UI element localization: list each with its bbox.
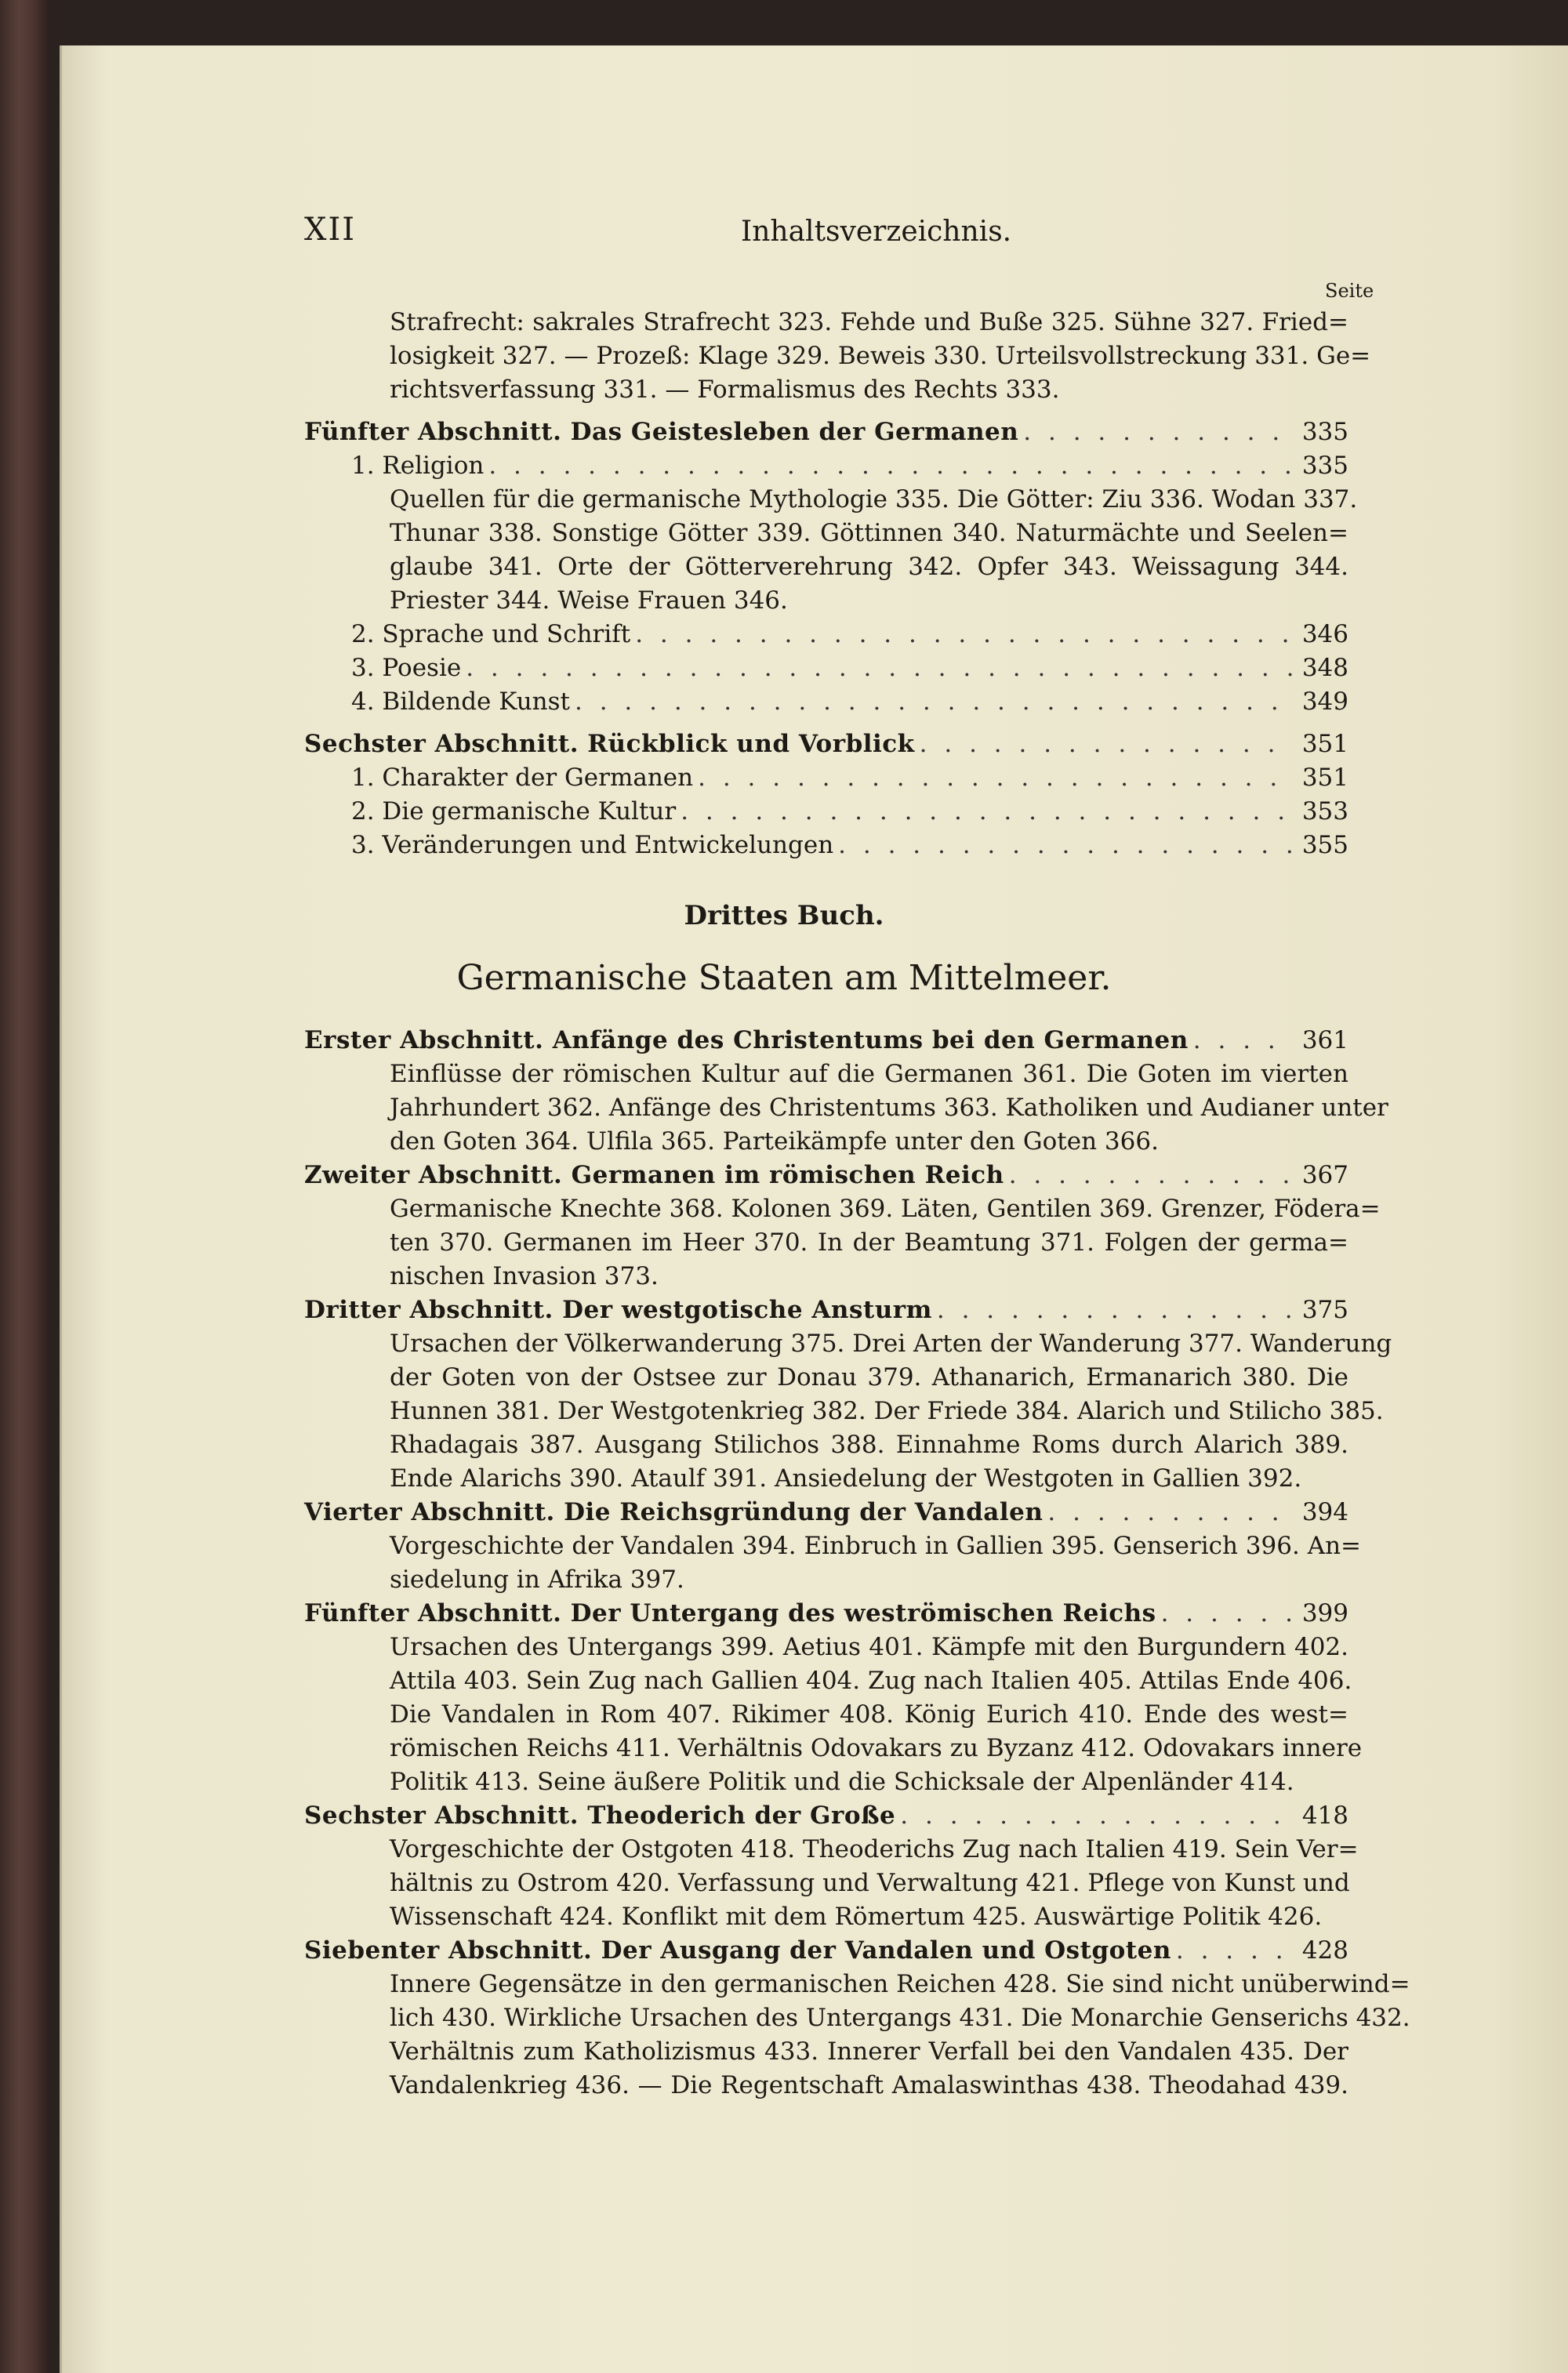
entry-description: Verhältnis zum Katholizismus 433. Innerer Verfall bei den Vandalen 435. Der xyxy=(390,2037,1348,2066)
dot-leader xyxy=(630,618,1294,651)
dot-leader xyxy=(1189,1024,1294,1057)
entry-description: Vorgeschichte der Ostgoten 418. Theoderichs Zug nach Italien 419. Sein Ver= xyxy=(390,1835,1359,1863)
dot-leader xyxy=(895,1799,1294,1832)
toc-entry-section[interactable] xyxy=(304,1496,1348,1529)
entry-description: hältnis zu Ostrom 420. Verfassung und Verwaltung 421. Pflege von Kunst und xyxy=(390,1869,1350,1897)
entry-description: Ende Alarichs 390. Ataulf 391. Ansiedelung der Westgoten in Gallien 392. xyxy=(390,1464,1302,1493)
book-title: Germanische Staaten am Mittelmeer. xyxy=(456,958,1112,998)
entry-description: Politik 413. Seine äußere Politik und die Schicksale der Alpenländer 414. xyxy=(390,1768,1294,1796)
entry-description: siedelung in Afrika 397. xyxy=(390,1566,684,1594)
page-number: 348 xyxy=(1301,654,1348,682)
toc-entry-subsection[interactable] xyxy=(351,795,1348,828)
dot-leader xyxy=(1018,415,1294,448)
seite-label: Seite xyxy=(1325,280,1374,302)
running-title: Inhaltsverzeichnis. xyxy=(741,216,1012,248)
entry-description: glaube 341. Orte der Götterverehrung 342. Opfer 343. Weissagung 344. xyxy=(390,553,1348,581)
dot-leader xyxy=(915,728,1294,760)
dot-leader xyxy=(461,651,1294,684)
page-number: 346 xyxy=(1301,620,1348,648)
entry-description: römischen Reichs 411. Verhältnis Odovakars zu Byzanz 412. Odovakars innere xyxy=(390,1734,1363,1762)
continuation-line: losigkeit 327. — Prozeß: Klage 329. Beweis 330. Urteilsvollstreckung 331. Ge= xyxy=(390,342,1371,370)
toc-entry-subsection[interactable] xyxy=(351,829,1348,862)
page-number: 353 xyxy=(1301,797,1348,825)
entry-description: ten 370. Germanen im Heer 370. In der Beamtung 371. Folgen der germa= xyxy=(390,1228,1348,1257)
page-number: 367 xyxy=(1301,1161,1348,1189)
subsection-title: 1. Charakter der Germanen xyxy=(351,764,694,792)
section-title: Vierter Abschnitt. Die Reichsgründung der Vandalen xyxy=(304,1498,1044,1526)
page-number: 335 xyxy=(1301,418,1348,446)
subsection-title: 2. Die germanische Kultur xyxy=(351,797,677,825)
subsection-title: 3. Poesie xyxy=(351,654,462,682)
entry-description: Wissenschaft 424. Konflikt mit dem Römertum 425. Auswärtige Politik 426. xyxy=(390,1903,1323,1931)
entry-description: Germanische Knechte 368. Kolonen 369. Läten, Gentilen 369. Grenzer, Födera= xyxy=(390,1195,1381,1223)
section-title: Fünfter Abschnitt. Das Geistesleben der Germanen xyxy=(304,418,1019,446)
section-title: Erster Abschnitt. Anfänge des Christentums bei den Germanen xyxy=(304,1026,1189,1054)
entry-description: Rhadagais 387. Ausgang Stilichos 388. Einnahme Roms durch Alarich 389. xyxy=(390,1431,1348,1459)
dot-leader xyxy=(1156,1597,1294,1630)
section-title: Siebenter Abschnitt. Der Ausgang der Vandalen und Ostgoten xyxy=(304,1936,1171,1965)
page-number: 351 xyxy=(1301,764,1348,792)
entry-description: Einflüsse der römischen Kultur auf die Germanen 361. Die Goten im vierten xyxy=(390,1060,1348,1088)
page-number: 375 xyxy=(1301,1296,1348,1324)
entry-description: Priester 344. Weise Frauen 346. xyxy=(390,586,788,615)
page-number: 355 xyxy=(1301,831,1348,859)
entry-description: Die Vandalen in Rom 407. Rikimer 408. König Eurich 410. Ende des west= xyxy=(390,1700,1348,1729)
dot-leader xyxy=(1043,1496,1294,1529)
page-number: 349 xyxy=(1301,688,1348,716)
book-label: Drittes Buch. xyxy=(684,900,884,931)
dot-leader xyxy=(693,761,1294,794)
entry-description: nischen Invasion 373. xyxy=(390,1262,659,1290)
toc-entry-subsection[interactable] xyxy=(351,761,1348,794)
toc-entry-subsection[interactable] xyxy=(351,685,1348,718)
entry-description: Vorgeschichte der Vandalen 394. Einbruch in Gallien 395. Genserich 396. An= xyxy=(390,1532,1362,1560)
toc-entry-section[interactable] xyxy=(304,1159,1348,1192)
toc-entry-subsection[interactable] xyxy=(351,651,1348,684)
dot-leader xyxy=(570,685,1294,718)
entry-description: der Goten von der Ostsee zur Donau 379. Athanarich, Ermanarich 380. Die xyxy=(390,1363,1348,1392)
subsection-title: 1. Religion xyxy=(351,452,485,480)
toc-entry-subsection[interactable] xyxy=(351,449,1348,482)
dot-leader xyxy=(1004,1159,1294,1192)
entry-description: Ursachen der Völkerwanderung 375. Drei Arten der Wanderung 377. Wanderung xyxy=(390,1330,1392,1358)
entry-description: Hunnen 381. Der Westgotenkrieg 382. Der Friede 384. Alarich und Stilicho 385. xyxy=(390,1397,1384,1425)
entry-description: lich 430. Wirkliche Ursachen des Untergangs 431. Die Monarchie Genserichs 432. xyxy=(390,2004,1410,2032)
section-title: Dritter Abschnitt. Der westgotische Ansturm xyxy=(304,1296,932,1324)
entry-description: Ursachen des Untergangs 399. Aetius 401. Kämpfe mit den Burgundern 402. xyxy=(390,1633,1348,1661)
toc-entry-section[interactable] xyxy=(304,1934,1348,1967)
section-title: Sechster Abschnitt. Rückblick und Vorblick xyxy=(304,730,915,758)
dot-leader xyxy=(676,795,1294,828)
dot-leader xyxy=(833,829,1294,862)
dot-leader xyxy=(1171,1934,1294,1967)
toc-entry-section[interactable] xyxy=(304,415,1348,448)
toc-entry-section[interactable] xyxy=(304,1294,1348,1326)
entry-description: Quellen für die germanische Mythologie 335. Die Götter: Ziu 336. Wodan 337. xyxy=(390,485,1358,513)
page-number: 394 xyxy=(1301,1498,1348,1526)
page-number: 361 xyxy=(1301,1026,1348,1054)
dot-leader xyxy=(932,1294,1294,1326)
page-number: 399 xyxy=(1301,1599,1348,1627)
page-number: 428 xyxy=(1301,1936,1348,1965)
entry-description: Attila 403. Sein Zug nach Gallien 404. Zug nach Italien 405. Attilas Ende 406. xyxy=(390,1667,1352,1695)
subsection-title: 2. Sprache und Schrift xyxy=(351,620,631,648)
entry-description: Vandalenkrieg 436. — Die Regentschaft Amalaswinthas 438. Theodahad 439. xyxy=(390,2071,1348,2099)
entry-description: Innere Gegensätze in den germanischen Reichen 428. Sie sind nicht unüberwind= xyxy=(390,1970,1410,1998)
entry-description: den Goten 364. Ulfila 365. Parteikämpfe unter den Goten 366. xyxy=(390,1127,1159,1156)
toc-entry-section[interactable] xyxy=(304,1597,1348,1630)
subsection-title: 4. Bildende Kunst xyxy=(351,688,571,716)
dot-leader xyxy=(484,449,1294,482)
toc-entry-section[interactable] xyxy=(304,728,1348,760)
toc-entry-subsection[interactable] xyxy=(351,618,1348,651)
page-numeral: XII xyxy=(304,212,357,248)
toc-entry-section[interactable] xyxy=(304,1024,1348,1057)
subsection-title: 3. Veränderungen und Entwickelungen xyxy=(351,831,834,859)
continuation-line: richtsverfassung 331. — Formalismus des Rechts 333. xyxy=(390,376,1060,404)
continuation-line: Strafrecht: sakrales Strafrecht 323. Fehde und Buße 325. Sühne 327. Fried= xyxy=(390,308,1348,336)
section-title: Sechster Abschnitt. Theoderich der Große xyxy=(304,1802,896,1830)
section-title: Zweiter Abschnitt. Germanen im römischen Reich xyxy=(304,1161,1004,1189)
section-title: Fünfter Abschnitt. Der Untergang des weströmischen Reichs xyxy=(304,1599,1156,1627)
entry-description: Thunar 338. Sonstige Götter 339. Göttinnen 340. Naturmächte und Seelen= xyxy=(390,519,1348,547)
page-number: 351 xyxy=(1301,730,1348,758)
page-number: 335 xyxy=(1301,452,1348,480)
toc-entry-section[interactable] xyxy=(304,1799,1348,1832)
entry-description: Jahrhundert 362. Anfänge des Christentums 363. Katholiken und Audianer unter xyxy=(390,1094,1388,1122)
page-number: 418 xyxy=(1301,1802,1348,1830)
